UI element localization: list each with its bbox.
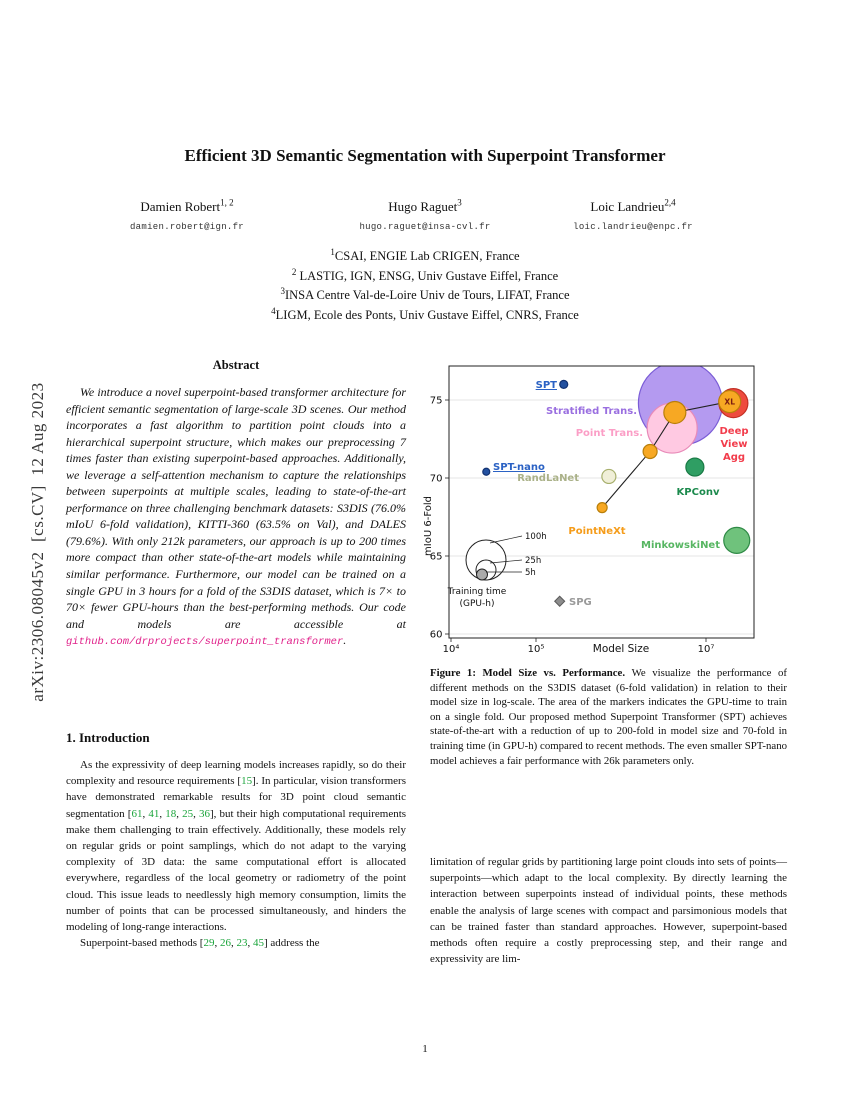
author-block-3: [523, 199, 743, 232]
legend-leader-line: [490, 536, 522, 543]
citation-link[interactable]: 41: [148, 807, 160, 820]
spt-label[interactable]: SPT: [535, 380, 557, 391]
scatter-plot: [421, 356, 767, 662]
x-tick-label: 10⁵: [527, 644, 545, 655]
text-segment: ] address the: [263, 937, 320, 950]
text-segment: As the expressivity of deep learning models increases rapidly, so do their complexity and resource requirements [: [66, 759, 406, 788]
y-tick-label: 70: [429, 473, 443, 485]
author-name: [77, 199, 297, 215]
text-segment: Model Size vs. Performance.: [482, 667, 632, 679]
author-block-2: [315, 199, 535, 232]
pointnext-xl-inner-label: XL: [724, 397, 735, 407]
citation-link[interactable]: 61: [131, 807, 143, 820]
randlanet-marker: [602, 469, 616, 483]
figure-1-chart: [421, 356, 767, 662]
author-name: [523, 199, 743, 215]
author-name-text: Loic Landrieu: [590, 199, 665, 214]
legend-size-label: 5h: [525, 568, 536, 578]
pointnext-xl-label: PointNeXt: [568, 526, 626, 537]
introduction-paragraph-2: [66, 935, 406, 951]
text-segment: Superpoint-based methods [: [80, 937, 204, 950]
pointnext-s-marker: [597, 503, 607, 513]
text-segment: ]. In particular, vision transformers have demonstrated remarkable results for 3D point cloud semantic segmentation [: [66, 775, 406, 820]
minkowskinet-marker: [724, 527, 750, 553]
figure-1-caption: [430, 666, 787, 768]
affiliation-line: $^4$LIGM, Ecole des Ponts, Univ Gustave Eiffel, CNRS, France: [271, 305, 579, 322]
affiliation-line: $^3$INSA Centre Val-de-Loire Univ de Tours, LIFAT, France: [280, 285, 570, 302]
stratified-transformer-label: Stratified Trans.: [546, 406, 637, 417]
author-email: hugo.raguet@insa-cvl.fr: [359, 222, 491, 232]
arxiv-watermark: arXiv:2306.08045v2 [cs.CV] 12 Aug 2023: [28, 382, 47, 702]
abstract-heading: Abstract: [212, 358, 260, 372]
author-affil-sup: 2,4: [664, 197, 676, 208]
citation-link[interactable]: 23: [236, 937, 248, 950]
author-name-text: Hugo Raguet: [388, 199, 458, 214]
text-segment: ,: [142, 807, 149, 820]
citation-link[interactable]: 18: [165, 807, 177, 820]
x-axis-label: Model Size: [592, 643, 650, 655]
citation-link[interactable]: 26: [219, 937, 231, 950]
author-block-1: [77, 199, 297, 232]
text-segment: Figure 1:: [430, 667, 483, 679]
spt-nano-label[interactable]: SPT-nano: [493, 462, 545, 473]
text-segment: ,: [214, 937, 220, 950]
text-segment: ,: [230, 937, 237, 950]
pointnext-b-marker: [643, 444, 657, 458]
kpconv-label: KPConv: [676, 487, 720, 498]
deep-view-agg-label: Deep: [719, 426, 749, 437]
legend-title: (GPU-h): [459, 599, 495, 609]
citation-link[interactable]: 36: [198, 807, 210, 820]
pointnext-l-marker: [664, 401, 686, 423]
text-segment: We introduce a novel superpoint-based transformer architecture for efficient semantic segmentation of large-scale 3D scenes. Our method incorporates a fast algorithm to partition point clouds into a hierarchical superpoint structure, which makes our preprocessing 7 times faster than existing superpoint-based approaches. Additionally, we leverage a self-attention mechanism to capture the relationships between superpoints at multiple scales, leading to state-of-the-art performance on three challenging benchmark datasets: S3DIS (76.0% mIoU 6-fold validation), KITTI-360 (63.5% on Val), and DALES (79.6%). With only 212k parameters, our approach is up to 200 times more compact than other state-of-the-art models while maintaining similar performance. Furthermore, our model can be trained on a single GPU in 3 hours for a fold of the S3DIS dataset, which is 7× to 70× fewer GPU-hours than the best-performing methods. Our code and models are accessible at: [66, 385, 406, 631]
y-tick-label: 75: [429, 395, 443, 407]
affiliations: [0, 247, 850, 325]
introduction-section: [66, 730, 406, 951]
author-email: damien.robert@ign.fr: [129, 222, 245, 232]
citation-link[interactable]: 25: [182, 807, 194, 820]
deep-view-agg-label: Agg: [722, 452, 746, 463]
text-segment: ,: [176, 807, 183, 820]
legend-size-circle-5h: [477, 569, 488, 580]
x-tick-label: 10⁴: [442, 644, 460, 655]
spg-label: SPG: [569, 597, 592, 608]
text-segment: ,: [159, 807, 166, 820]
text-segment: ], but their high computational requirements make them challenging to train effectively. Additionally, these models rely on regular grids or point samplings, which do not adapt to the varying complexity of 3D data: the same computational effort is allocated everywhere, regardless of the local geometry or radiometry of the point cloud. This issue leads to needlessly high memory consumption, limits the number of points that can be processed simultaneously, and hinders the modeling of long-range interactions.: [66, 807, 407, 934]
minkowskinet-label: MinkowskiNet: [641, 540, 720, 551]
citation-link[interactable]: 15: [241, 775, 253, 788]
left-column: [66, 358, 406, 651]
abstract-text: [66, 384, 406, 651]
kpconv-marker: [686, 458, 704, 476]
introduction-paragraph-1: [66, 757, 406, 935]
x-tick-label: 10⁷: [697, 644, 715, 655]
citation-link[interactable]: 29: [203, 937, 215, 950]
author-name: [315, 199, 535, 215]
text-segment: ,: [193, 807, 199, 820]
introduction-heading: 1. Introduction: [66, 730, 150, 745]
text-segment: .: [343, 633, 347, 648]
citation-link[interactable]: 45: [252, 937, 264, 950]
text-segment: We visualize the performance of different methods on the S3DIS dataset (6-fold validation) in relation to their model size in log-scale. The area of the markers indicates the GPU-time to train on a single fold. Our proposed method Superpoint Transformer (SPT) achieves state-of-the-art with a reduction of up to 200-fold in model size and 70-fold in training time (in GPU-h) compared to recent methods. The even smaller SPT-nano model achieves a fair performance with 26k parameters only.: [430, 667, 788, 767]
point-transformer-label: Point Trans.: [575, 428, 643, 439]
legend-size-label: 100h: [525, 532, 547, 542]
y-tick-label: 65: [429, 551, 443, 563]
right-column-paragraph: limitation of regular grids by partitioning large point clouds into sets of points— superpoints—which adapt to the local complexity. By directly learning the interaction between superpoints instead of individual points, these methods enable the analysis of large scenes with compact and parsimonious models that can be trained faster than standard approaches. However, superpoint-based methods often require a costly preprocessing step, and their range and expressivity are lim-: [430, 856, 787, 966]
affiliation-line: $^2$ LASTIG, IGN, ENSG, Univ Gustave Eiffel, France: [291, 266, 559, 283]
deep-view-agg-label: View: [720, 439, 748, 450]
author-affil-sup: 1, 2: [220, 197, 234, 208]
legend-title: Training time: [447, 587, 507, 597]
code-link[interactable]: github.com/drprojects/superpoint_transformer: [66, 636, 344, 649]
affiliation-line: $^1$CSAI, ENGIE Lab CRIGEN, France: [330, 246, 520, 263]
randlanet-label: RandLaNet: [517, 473, 579, 484]
spt-marker: [560, 380, 568, 388]
y-tick-label: 60: [429, 629, 443, 641]
author-email: loic.landrieu@enpc.fr: [573, 222, 693, 232]
legend-size-label: 25h: [525, 556, 542, 566]
page-number: 1: [422, 1043, 428, 1055]
spg-marker: [555, 596, 565, 606]
author-affil-sup: 3: [457, 197, 462, 208]
author-name-text: Damien Robert: [140, 199, 221, 214]
paper-title: Efficient 3D Semantic Segmentation with Superpoint Transformer: [184, 146, 666, 165]
text-segment: ,: [247, 937, 253, 950]
spt-nano-marker: [483, 468, 490, 475]
y-axis-label: mIoU 6-Fold: [423, 496, 434, 556]
